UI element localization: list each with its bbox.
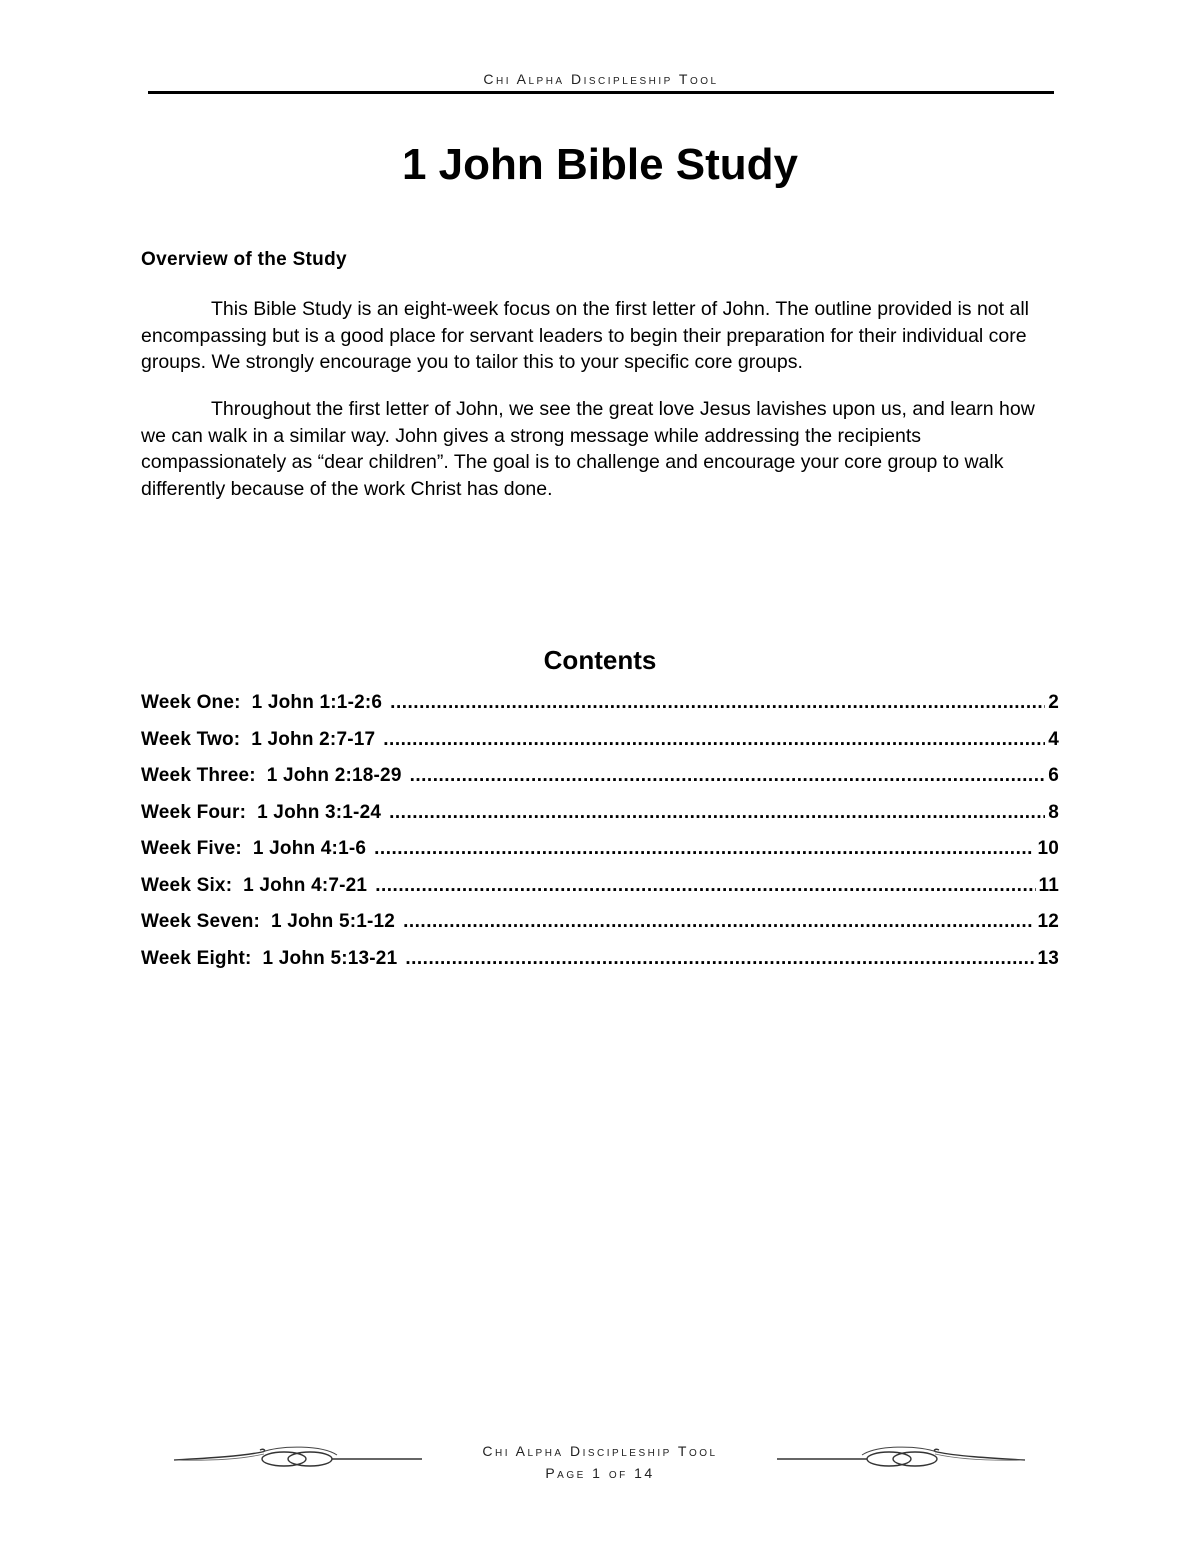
toc-entry-label: Week Two: 1 John 2:7-17 bbox=[141, 728, 376, 750]
page-title: 1 John Bible Study bbox=[401, 140, 799, 189]
toc-entry-label: Week Four: 1 John 3:1-24 bbox=[141, 801, 382, 823]
toc-page-number: 8 bbox=[1048, 801, 1059, 823]
toc-page-number: 12 bbox=[1037, 911, 1059, 932]
toc-page-number: 6 bbox=[1048, 765, 1059, 786]
toc-entry-week-one[interactable] bbox=[141, 692, 1059, 729]
toc-entry-week-seven[interactable] bbox=[141, 911, 1059, 948]
toc-entry-week-four[interactable] bbox=[141, 802, 1059, 839]
toc-entry-label: Week Five: 1 John 4:1-6 bbox=[141, 838, 367, 859]
toc-page-number: 10 bbox=[1037, 838, 1059, 859]
toc-leader-dots bbox=[410, 765, 1046, 787]
toc-entry-week-eight[interactable] bbox=[141, 948, 1059, 985]
overview-heading: Overview of the Study bbox=[141, 249, 347, 270]
toc-leader-dots bbox=[374, 838, 1034, 860]
footer-title: Chi Alpha Discipleship Tool bbox=[482, 1443, 718, 1459]
overview-paragraph-2: Throughout the first letter of John, we see the great love Jesus lavishes upon us, and learn how we can walk in a similar way. John gives a strong message while addressing the recipients compassionately as “dear children”. The goal is to challenge and encourage your core group to walk differently because of the work Christ has done. bbox=[141, 398, 1035, 500]
toc-entry-week-two[interactable] bbox=[141, 729, 1059, 766]
toc-leader-dots bbox=[375, 875, 1035, 897]
toc-entry-label: Week One: 1 John 1:1-2:6 bbox=[141, 692, 383, 713]
toc-entry-week-six[interactable] bbox=[141, 875, 1059, 912]
toc-entry-label: Week Three: 1 John 2:18-29 bbox=[141, 765, 402, 786]
toc-entry-week-five[interactable] bbox=[141, 838, 1059, 875]
toc-entry-label: Week Eight: 1 John 5:13-21 bbox=[141, 947, 398, 969]
toc-leader-dots bbox=[389, 802, 1045, 824]
toc-page-number: 13 bbox=[1037, 947, 1059, 969]
header-rule bbox=[148, 91, 1054, 94]
toc-page-number: 11 bbox=[1038, 874, 1059, 896]
overview-paragraph-1: This Bible Study is an eight-week focus on the first letter of John. The outline provided is not all encompassing but is a good place for servant leaders to begin their preparation for their individual core groups. We strongly encourage you to tailor this to your specific core groups. bbox=[141, 298, 1030, 373]
toc-entry-label: Week Six: 1 John 4:7-21 bbox=[141, 874, 368, 896]
toc-leader-dots bbox=[405, 948, 1034, 970]
toc-entry-week-three[interactable] bbox=[141, 765, 1059, 802]
running-header: Chi Alpha Discipleship Tool bbox=[483, 71, 719, 87]
contents-heading: Contents bbox=[543, 645, 657, 675]
toc-leader-dots bbox=[403, 911, 1034, 933]
toc-leader-dots bbox=[390, 692, 1045, 714]
table-of-contents bbox=[141, 692, 1059, 984]
toc-page-number: 2 bbox=[1048, 692, 1059, 713]
toc-entry-label: Week Seven: 1 John 5:1-12 bbox=[141, 911, 396, 932]
footer-page-number: Page 1 of 14 bbox=[545, 1465, 655, 1481]
toc-page-number: 4 bbox=[1048, 728, 1059, 750]
toc-leader-dots bbox=[383, 729, 1045, 751]
